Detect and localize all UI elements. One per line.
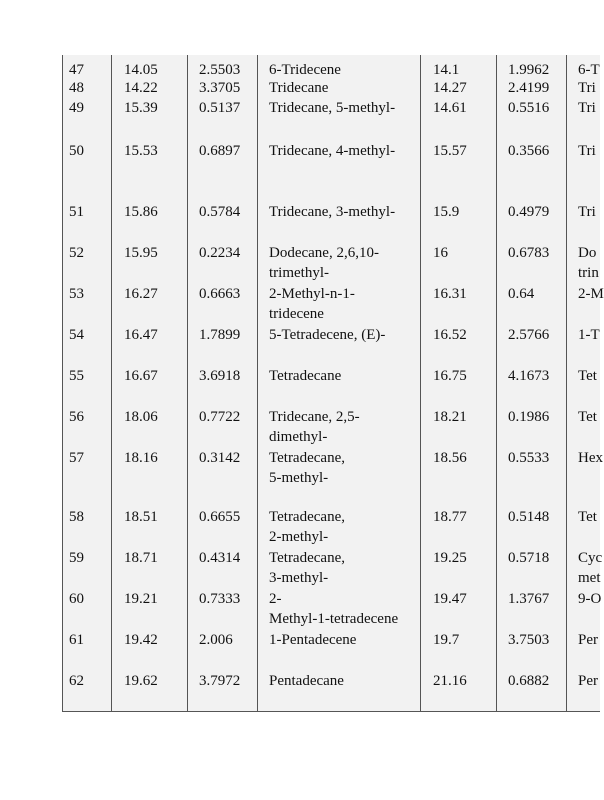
cell-area2: 1.9962 bbox=[508, 62, 550, 78]
column-divider bbox=[257, 55, 258, 711]
cell-text-line: Per bbox=[578, 673, 598, 689]
cell-text-line: Tetradecane bbox=[269, 368, 342, 384]
cell-area2: 0.3566 bbox=[508, 143, 550, 159]
cell-name1 bbox=[269, 507, 345, 547]
cell-rt1: 15.39 bbox=[124, 100, 158, 116]
cell-name1 bbox=[269, 202, 395, 222]
cell-rt1: 16.47 bbox=[124, 327, 158, 343]
cell-name1 bbox=[269, 630, 356, 650]
cell-text-line: 1-Pentadecene bbox=[269, 632, 357, 648]
cell-area1: 0.7333 bbox=[199, 591, 241, 607]
cell-name1 bbox=[269, 284, 355, 324]
cell-text-line: Tri bbox=[578, 100, 596, 116]
column-divider bbox=[496, 55, 497, 711]
cell-rt2: 19.47 bbox=[433, 591, 467, 607]
cell-area2: 0.5533 bbox=[508, 450, 550, 466]
cell-name2 bbox=[578, 284, 604, 304]
cell-text-line: Tet bbox=[578, 368, 597, 384]
cell-text-line: 2- bbox=[269, 591, 282, 607]
cell-text-line: Hex bbox=[578, 450, 603, 466]
cell-text-line: Tetradecane, bbox=[269, 509, 345, 525]
cell-rt1: 18.71 bbox=[124, 550, 158, 566]
cell-text-line: Tetradecane, bbox=[269, 450, 345, 466]
cell-text-line: Per bbox=[578, 632, 598, 648]
cell-no: 61 bbox=[69, 632, 84, 648]
cell-text-line: dimethyl- bbox=[269, 429, 328, 445]
cell-name1 bbox=[269, 448, 345, 488]
cell-text-line: Cyc bbox=[578, 550, 603, 566]
cell-no: 53 bbox=[69, 286, 84, 302]
cell-rt1: 14.22 bbox=[124, 80, 158, 96]
cell-area1: 0.4314 bbox=[199, 550, 241, 566]
cell-area2: 1.3767 bbox=[508, 591, 550, 607]
cell-rt2: 19.25 bbox=[433, 550, 467, 566]
cell-area1: 2.006 bbox=[199, 632, 233, 648]
cell-text-line: Tri bbox=[578, 143, 596, 159]
cell-area1: 3.6918 bbox=[199, 368, 241, 384]
cell-no: 51 bbox=[69, 204, 84, 220]
cell-rt2: 15.57 bbox=[433, 143, 467, 159]
cell-area2: 2.4199 bbox=[508, 80, 550, 96]
cell-name1 bbox=[269, 366, 341, 386]
cell-area2: 0.64 bbox=[508, 286, 535, 302]
cell-text-line: trin bbox=[578, 265, 599, 281]
cell-rt1: 19.62 bbox=[124, 673, 158, 689]
cell-text-line: 6-Tridecene bbox=[269, 62, 341, 78]
cell-text-line: 9-O bbox=[578, 591, 602, 607]
cell-no: 54 bbox=[69, 327, 84, 343]
cell-text-line: Pentadecane bbox=[269, 673, 344, 689]
cell-text-line: Tridecane bbox=[269, 80, 329, 96]
cell-no: 56 bbox=[69, 409, 84, 425]
cell-rt2: 18.56 bbox=[433, 450, 467, 466]
cell-text-line: tridecene bbox=[269, 306, 324, 322]
cell-text-line: Do bbox=[578, 245, 597, 261]
cell-text-line: 2-Methyl-n-1- bbox=[269, 286, 355, 302]
cell-name1 bbox=[269, 243, 379, 283]
cell-name2 bbox=[578, 589, 601, 609]
cell-area2: 0.5148 bbox=[508, 509, 550, 525]
cell-text-line: Tridecane, 2,5- bbox=[269, 409, 360, 425]
data-table bbox=[62, 55, 604, 712]
cell-text-line: trimethyl- bbox=[269, 265, 329, 281]
cell-rt1: 18.16 bbox=[124, 450, 158, 466]
cell-rt2: 16.52 bbox=[433, 327, 467, 343]
column-divider bbox=[111, 55, 112, 711]
cell-area2: 2.5766 bbox=[508, 327, 550, 343]
cell-name2 bbox=[578, 78, 596, 98]
cell-name2 bbox=[578, 630, 598, 650]
cell-name2 bbox=[578, 60, 600, 80]
cell-name1 bbox=[269, 589, 398, 629]
cell-text-line: 6-T bbox=[578, 62, 600, 78]
cell-area1: 0.6897 bbox=[199, 143, 241, 159]
cell-text-line: Tetradecane, bbox=[269, 550, 345, 566]
cell-rt2: 19.7 bbox=[433, 632, 460, 648]
cell-name1 bbox=[269, 98, 395, 118]
cell-name2 bbox=[578, 507, 597, 527]
cell-rt1: 15.53 bbox=[124, 143, 158, 159]
cell-area1: 3.3705 bbox=[199, 80, 241, 96]
cell-name1 bbox=[269, 548, 345, 588]
cell-name2 bbox=[578, 325, 600, 345]
cell-name2 bbox=[578, 407, 597, 427]
cell-no: 55 bbox=[69, 368, 84, 384]
cell-no: 62 bbox=[69, 673, 84, 689]
cell-text-line: 3-methyl- bbox=[269, 570, 329, 586]
cell-text-line: Tet bbox=[578, 509, 597, 525]
cell-text-line: Tridecane, 4-methyl- bbox=[269, 143, 396, 159]
cell-rt2: 14.27 bbox=[433, 80, 467, 96]
cell-text-line: Dodecane, 2,6,10- bbox=[269, 245, 379, 261]
cell-name1 bbox=[269, 407, 360, 447]
cell-text-line: 2-M bbox=[578, 286, 604, 302]
cell-text-line: Tridecane, 3-methyl- bbox=[269, 204, 396, 220]
cell-text-line: 5-Tetradecene, (E)- bbox=[269, 327, 386, 343]
cell-text-line: 5-methyl- bbox=[269, 470, 329, 486]
cell-area2: 0.5718 bbox=[508, 550, 550, 566]
cell-rt2: 16 bbox=[433, 245, 448, 261]
cell-rt2: 21.16 bbox=[433, 673, 467, 689]
cell-text-line: Tridecane, 5-methyl- bbox=[269, 100, 396, 116]
cell-text-line: Tet bbox=[578, 409, 597, 425]
cell-text-line: 2-methyl- bbox=[269, 529, 329, 545]
cell-rt2: 18.21 bbox=[433, 409, 467, 425]
cell-rt1: 18.51 bbox=[124, 509, 158, 525]
cell-rt1: 14.05 bbox=[124, 62, 158, 78]
column-divider bbox=[187, 55, 188, 711]
cell-area1: 0.2234 bbox=[199, 245, 241, 261]
column-divider bbox=[566, 55, 567, 711]
cell-area1: 1.7899 bbox=[199, 327, 241, 343]
cell-name1 bbox=[269, 325, 385, 345]
cell-area1: 0.3142 bbox=[199, 450, 241, 466]
cell-area1: 0.6663 bbox=[199, 286, 241, 302]
cell-area2: 0.6783 bbox=[508, 245, 550, 261]
cell-name1 bbox=[269, 141, 395, 161]
cell-rt1: 18.06 bbox=[124, 409, 158, 425]
cell-area1: 2.5503 bbox=[199, 62, 241, 78]
cell-no: 49 bbox=[69, 100, 84, 116]
cell-text-line: Tri bbox=[578, 80, 596, 96]
cell-rt2: 16.31 bbox=[433, 286, 467, 302]
cell-no: 59 bbox=[69, 550, 84, 566]
cell-area1: 0.6655 bbox=[199, 509, 241, 525]
cell-rt2: 14.61 bbox=[433, 100, 467, 116]
cell-area2: 0.5516 bbox=[508, 100, 550, 116]
cell-rt1: 16.67 bbox=[124, 368, 158, 384]
cell-rt2: 18.77 bbox=[433, 509, 467, 525]
cell-name1 bbox=[269, 60, 341, 80]
cell-area2: 4.1673 bbox=[508, 368, 550, 384]
cell-name2 bbox=[578, 671, 598, 691]
cell-no: 58 bbox=[69, 509, 84, 525]
column-divider bbox=[420, 55, 421, 711]
cell-rt1: 15.95 bbox=[124, 245, 158, 261]
cell-text-line: 1-T bbox=[578, 327, 600, 343]
cell-no: 48 bbox=[69, 80, 84, 96]
cell-area1: 0.5137 bbox=[199, 100, 241, 116]
cell-name1 bbox=[269, 671, 344, 691]
cell-area1: 0.7722 bbox=[199, 409, 241, 425]
cell-rt1: 16.27 bbox=[124, 286, 158, 302]
cell-text-line: Tri bbox=[578, 204, 596, 220]
cell-name2 bbox=[578, 243, 599, 283]
cell-name2 bbox=[578, 366, 597, 386]
cell-text-line: met bbox=[578, 570, 601, 586]
cell-no: 60 bbox=[69, 591, 84, 607]
cell-name1 bbox=[269, 78, 328, 98]
cell-name2 bbox=[578, 202, 596, 222]
cell-name2 bbox=[578, 141, 596, 161]
cell-area2: 0.4979 bbox=[508, 204, 550, 220]
cell-no: 47 bbox=[69, 62, 84, 78]
cell-rt2: 16.75 bbox=[433, 368, 467, 384]
cell-rt1: 19.42 bbox=[124, 632, 158, 648]
cell-area2: 0.6882 bbox=[508, 673, 550, 689]
cell-no: 57 bbox=[69, 450, 84, 466]
cell-area2: 0.1986 bbox=[508, 409, 550, 425]
cell-text-line: Methyl-1-tetradecene bbox=[269, 611, 399, 627]
cell-rt1: 15.86 bbox=[124, 204, 158, 220]
cell-no: 52 bbox=[69, 245, 84, 261]
cell-area2: 3.7503 bbox=[508, 632, 550, 648]
cell-rt2: 14.1 bbox=[433, 62, 460, 78]
cell-rt2: 15.9 bbox=[433, 204, 460, 220]
cell-name2 bbox=[578, 98, 596, 118]
cell-name2 bbox=[578, 548, 602, 588]
cell-no: 50 bbox=[69, 143, 84, 159]
cell-rt1: 19.21 bbox=[124, 591, 158, 607]
cell-area1: 3.7972 bbox=[199, 673, 241, 689]
cell-area1: 0.5784 bbox=[199, 204, 241, 220]
cell-name2 bbox=[578, 448, 603, 468]
